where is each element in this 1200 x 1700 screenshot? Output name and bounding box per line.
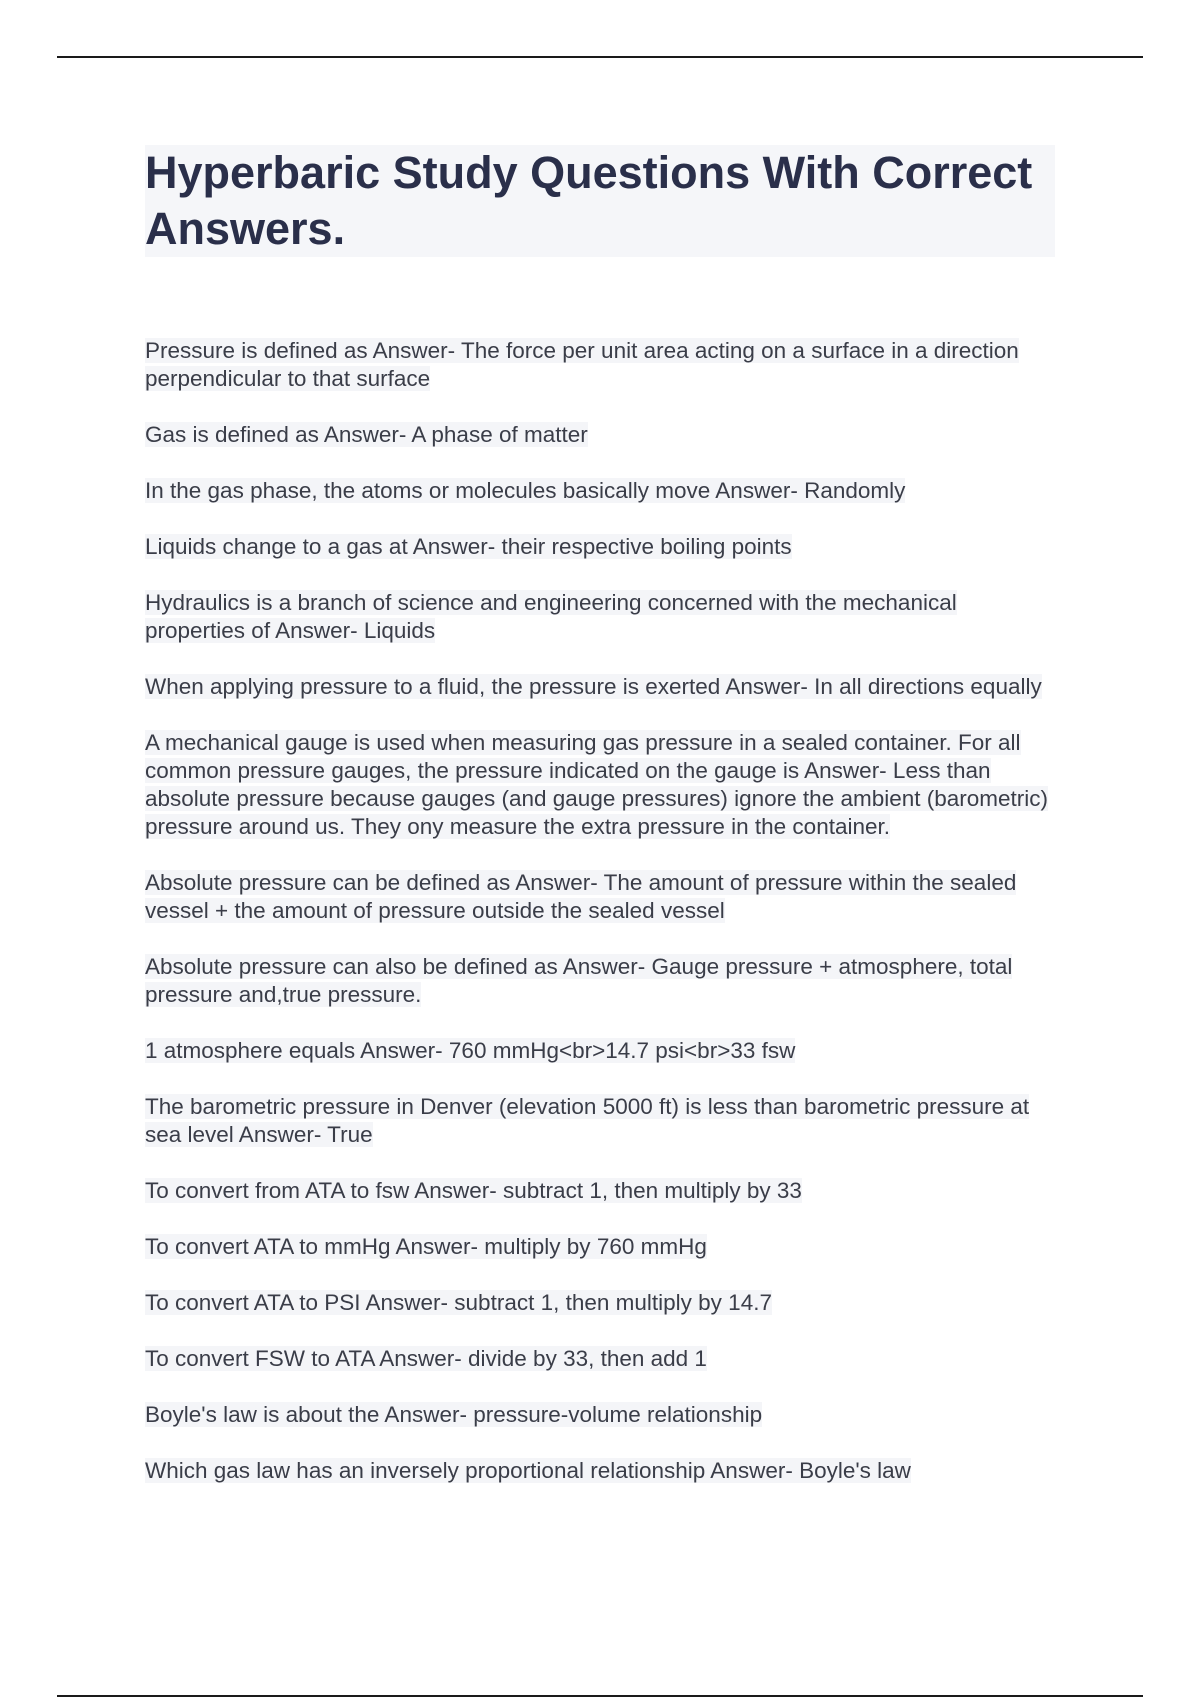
qa-item: [145, 869, 1060, 925]
qa-item: [145, 1037, 1060, 1065]
qa-text: When applying pressure to a fluid, the pressure is exerted Answer- In all directions equally: [145, 674, 1042, 699]
qa-text: Gas is defined as Answer- A phase of matter: [145, 422, 588, 447]
qa-item: [145, 1233, 1060, 1261]
qa-text: 1 atmosphere equals Answer- 760 mmHg<br>14.7 psi<br>33 fsw: [145, 1038, 796, 1063]
title-block: [145, 145, 1055, 257]
qa-item: [145, 421, 1060, 449]
qa-text: Pressure is defined as Answer- The force per unit area acting on a surface in a direction perpendicular to that surface: [145, 338, 1019, 391]
qa-list: [145, 337, 1060, 1513]
qa-text: Hydraulics is a branch of science and engineering concerned with the mechanical properties of Answer- Liquids: [145, 590, 957, 643]
qa-item: [145, 729, 1060, 841]
document-title: Hyperbaric Study Questions With Correct Answers.: [145, 147, 1033, 254]
qa-item: [145, 1177, 1060, 1205]
qa-text: Absolute pressure can also be defined as Answer- Gauge pressure + atmosphere, total pressure and,true pressure.: [145, 954, 1013, 1007]
qa-text: In the gas phase, the atoms or molecules basically move Answer- Randomly: [145, 478, 906, 503]
qa-text: Which gas law has an inversely proportional relationship Answer- Boyle's law: [145, 1458, 911, 1483]
qa-text: To convert ATA to mmHg Answer- multiply by 760 mmHg: [145, 1234, 707, 1259]
qa-item: [145, 1289, 1060, 1317]
qa-text: Boyle's law is about the Answer- pressure-volume relationship: [145, 1402, 763, 1427]
qa-item: [145, 1345, 1060, 1373]
qa-item: [145, 953, 1060, 1009]
qa-text: To convert ATA to PSI Answer- subtract 1, then multiply by 14.7: [145, 1290, 772, 1315]
qa-item: [145, 337, 1060, 393]
qa-text: A mechanical gauge is used when measuring gas pressure in a sealed container. For all common pressure gauges, the pressure indicated on the gauge is Answer- Less than absolute pressure because gauges (and gauge pressures) ignore the ambient (barometric) pressure around us. They ony measure the extra pressure in the container.: [145, 730, 1049, 839]
qa-item: [145, 589, 1060, 645]
qa-item: [145, 1457, 1060, 1485]
qa-text: The barometric pressure in Denver (elevation 5000 ft) is less than barometric pressure at sea level Answer- True: [145, 1094, 1030, 1147]
qa-item: [145, 533, 1060, 561]
qa-item: [145, 1401, 1060, 1429]
top-rule: [57, 56, 1143, 58]
bottom-rule: [57, 1695, 1143, 1697]
qa-text: To convert FSW to ATA Answer- divide by 33, then add 1: [145, 1346, 707, 1371]
qa-item: [145, 477, 1060, 505]
qa-text: Liquids change to a gas at Answer- their respective boiling points: [145, 534, 792, 559]
qa-text: To convert from ATA to fsw Answer- subtract 1, then multiply by 33: [145, 1178, 802, 1203]
qa-item: [145, 1093, 1060, 1149]
qa-text: Absolute pressure can be defined as Answer- The amount of pressure within the sealed vessel + the amount of pressure outside the sealed vessel: [145, 870, 1017, 923]
qa-item: [145, 673, 1060, 701]
